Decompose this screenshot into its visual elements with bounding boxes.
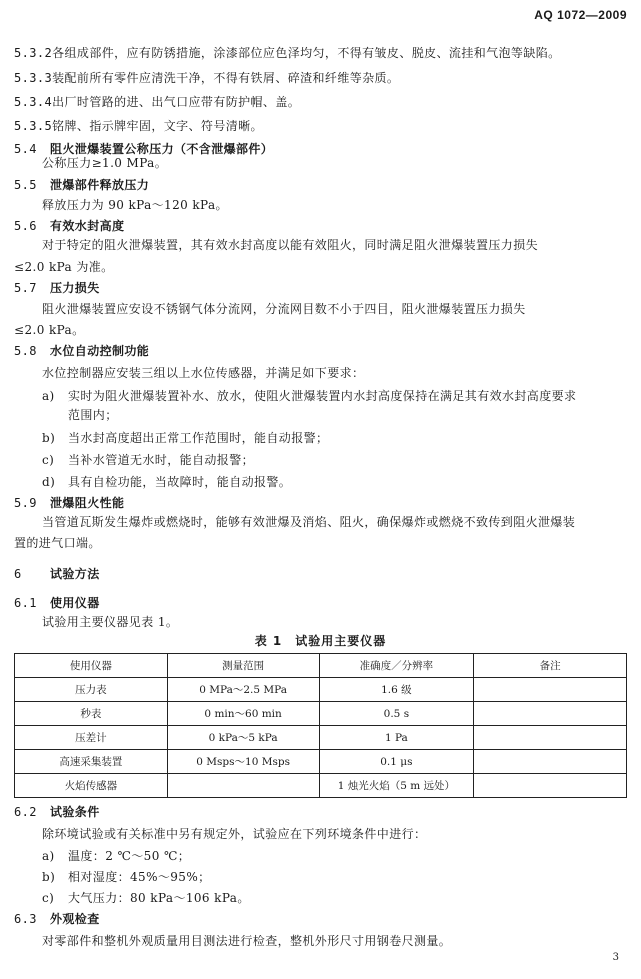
table-cell: [167, 774, 319, 798]
list-item-text: 当水封高度超出正常工作范围时，能自动报警；: [68, 431, 329, 445]
table-cell: 0.1 μs: [319, 750, 474, 774]
section-number: 5.6: [14, 219, 37, 233]
table-row: [15, 726, 627, 750]
clause-5-3-2: [14, 45, 627, 61]
section-title: 有效水封高度: [50, 219, 125, 233]
clause-text: 装配前所有零件应清洗干净，不得有铁屑、碎渣和纤维等杂质。: [52, 71, 400, 85]
list-item-text: 实时为阻火泄爆装置补水、放水，使阻火泄爆装置内水封高度保持在满足其有效水封高度要求: [68, 389, 577, 403]
table-cell: 压差计: [15, 726, 168, 750]
table-header: 准确度／分辨率: [319, 654, 474, 678]
section-5-4-body: 公称压力≥1.0 MPa。: [42, 156, 168, 170]
section-5-8-body: 水位控制器应安装三组以上水位传感器，并满足如下要求：: [42, 366, 365, 380]
table-cell: [474, 702, 627, 726]
section-number: 5.9: [14, 496, 37, 510]
section-5-6-body-2: ≤2.0 kPa 为准。: [14, 260, 114, 274]
table-cell: [474, 726, 627, 750]
section-number: 5.7: [14, 281, 37, 295]
clause-5-3-4: [14, 94, 627, 110]
instrument-table: [14, 653, 627, 798]
section-title: 阻火泄爆装置公称压力（不含泄爆部件）: [50, 142, 274, 156]
table-cell: 0.5 s: [319, 702, 474, 726]
section-5-6-heading: [14, 218, 627, 234]
list-item-tag: a): [42, 849, 55, 863]
clause-number: 5.3.2: [14, 46, 53, 60]
list-item-tag: b): [42, 870, 56, 884]
section-title: 水位自动控制功能: [50, 344, 150, 358]
table-cell: 高速采集装置: [15, 750, 168, 774]
clause-number: 5.3.3: [14, 71, 53, 85]
table-cell: 0 kPa～5 kPa: [167, 726, 319, 750]
list-item-b: [42, 869, 627, 885]
list-item-d: [42, 474, 627, 490]
table-cell: 0 MPa～2.5 MPa: [167, 678, 319, 702]
list-item-text: 温度：2 ℃～50 ℃；: [68, 849, 191, 863]
list-item-tag: c): [42, 891, 55, 905]
section-title: 压力损失: [50, 281, 100, 295]
clause-number: 5.3.5: [14, 119, 53, 133]
section-title: 试验方法: [50, 567, 100, 581]
section-6-3-heading: [14, 911, 627, 927]
section-5-7-body-1: 阻火泄爆装置应安设不锈钢气体分流网，分流网目数不小于四目，阻火泄爆装置压力损失: [42, 302, 526, 316]
section-6-2-body: 除环境试验或有关标准中另有规定外，试验应在下列环境条件中进行：: [42, 827, 427, 841]
table-row: [15, 702, 627, 726]
table-caption: 表 1 试验用主要仪器: [254, 634, 387, 648]
section-5-9-body-1: 当管道瓦斯发生爆炸或燃烧时，能够有效泄爆及消焰、阻火，确保爆炸或燃烧不致传到阻火泄爆装: [42, 515, 576, 529]
section-title: 外观检查: [50, 912, 100, 926]
section-6-1-heading: [14, 595, 627, 611]
list-item-text: 相对湿度：45%～95%；: [68, 870, 211, 884]
table-cell: [474, 678, 627, 702]
section-5-5-heading: [14, 177, 627, 193]
section-title: 泄爆阻火性能: [50, 496, 125, 510]
list-item-tag: d): [42, 475, 56, 489]
table-header: 测量范围: [167, 654, 319, 678]
section-number: 6.3: [14, 912, 37, 926]
clause-text: 出厂时管路的进、出气口应带有防护帽、盖。: [52, 95, 301, 109]
section-number: 5.4: [14, 142, 37, 156]
table-row: [15, 750, 627, 774]
table-cell: 秒表: [15, 702, 168, 726]
table-cell: 1 烛光火焰（5 m 远处）: [319, 774, 474, 798]
section-number: 6: [14, 567, 22, 581]
clause-5-3-5: [14, 118, 627, 134]
chapter-6-heading: [14, 566, 627, 582]
section-number: 6.2: [14, 805, 37, 819]
section-5-6-body-1: 对于特定的阻火泄爆装置，其有效水封高度以能有效阻火，同时满足阻火泄爆装置压力损失: [42, 238, 539, 252]
section-5-5-body: 释放压力为 90 kPa～120 kPa。: [42, 198, 228, 212]
section-number: 5.5: [14, 178, 37, 192]
list-item-text: 具有自检功能，当故障时，能自动报警。: [68, 475, 292, 489]
list-item-text: 当补水管道无水时，能自动报警；: [68, 453, 255, 467]
section-6-2-heading: [14, 804, 627, 820]
list-item-tag: c): [42, 453, 55, 467]
section-title: 试验条件: [50, 805, 100, 819]
list-item-c: [42, 452, 627, 468]
section-title: 使用仪器: [50, 596, 100, 610]
list-item-text: 大气压力：80 kPa～106 kPa。: [68, 891, 250, 905]
clause-number: 5.3.4: [14, 95, 53, 109]
table-cell: 0 Msps～10 Msps: [167, 750, 319, 774]
table-cell: 0 min～60 min: [167, 702, 319, 726]
section-5-7-body-2: ≤2.0 kPa。: [14, 323, 85, 337]
list-item-a-cont: 范围内；: [68, 408, 118, 422]
list-item-a: [42, 848, 627, 864]
list-item-tag: a): [42, 389, 55, 403]
list-item-b: [42, 430, 627, 446]
table-header: 备注: [474, 654, 627, 678]
section-5-8-heading: [14, 343, 627, 359]
section-number: 5.8: [14, 344, 37, 358]
table-cell: [474, 750, 627, 774]
page-number: 3: [612, 952, 619, 963]
standard-number: AQ 1072—2009: [534, 8, 627, 22]
clause-text: 各组成部件，应有防锈措施，涂漆部位应色泽均匀，不得有皱皮、脱皮、流挂和气泡等缺陷。: [52, 46, 561, 60]
table-header: 使用仪器: [15, 654, 168, 678]
section-5-9-heading: [14, 495, 627, 511]
table-header-row: [15, 654, 627, 678]
table-cell: [474, 774, 627, 798]
table-cell: 1.6 级: [319, 678, 474, 702]
clause-5-3-3: [14, 70, 627, 86]
list-item-c: [42, 890, 627, 906]
table-row: [15, 678, 627, 702]
table-cell: 1 Pa: [319, 726, 474, 750]
section-6-3-body: 对零部件和整机外观质量用目测法进行检查，整机外形尺寸用钢卷尺测量。: [42, 934, 452, 948]
section-title: 泄爆部件释放压力: [50, 178, 150, 192]
list-item-tag: b): [42, 431, 56, 445]
table-row: [15, 774, 627, 798]
list-item-a: [42, 388, 627, 404]
clause-text: 铭牌、指示牌牢固，文字、符号清晰。: [52, 119, 263, 133]
section-6-1-body: 试验用主要仪器见表 1。: [42, 615, 179, 629]
section-5-9-body-2: 置的进气口端。: [14, 536, 101, 550]
table-cell: 火焰传感器: [15, 774, 168, 798]
table-cell: 压力表: [15, 678, 168, 702]
section-5-7-heading: [14, 280, 627, 296]
section-number: 6.1: [14, 596, 37, 610]
